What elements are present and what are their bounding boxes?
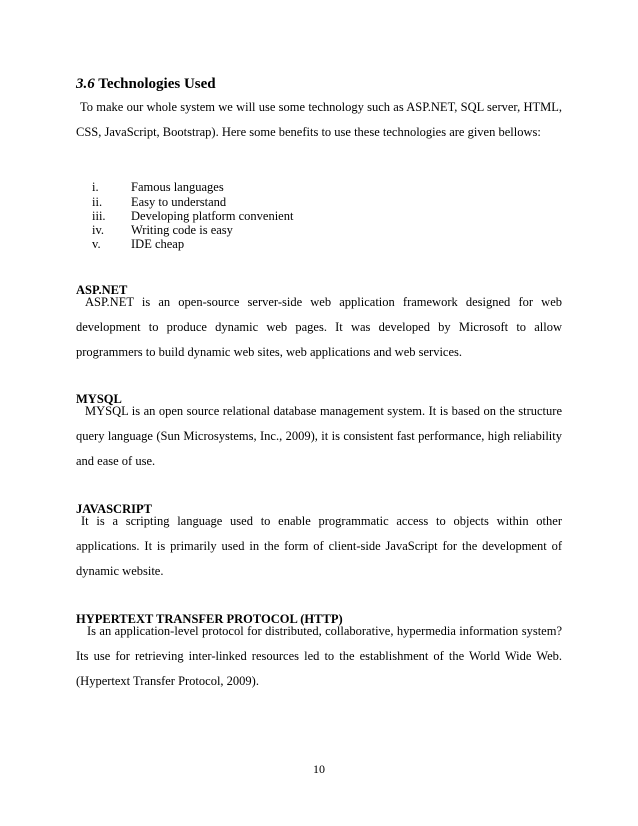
benefit-text: IDE cheap [131, 237, 185, 251]
javascript-paragraph [76, 509, 562, 584]
http-paragraph [76, 619, 562, 694]
aspnet-paragraph [76, 290, 562, 365]
aspnet-heading: ASP.NET [76, 283, 128, 297]
section-number: 3.6 [76, 76, 95, 92]
intro-paragraph [76, 95, 562, 145]
benefit-item [92, 237, 184, 252]
http-heading: HYPERTEXT TRANSFER PROTOCOL (HTTP) [76, 612, 343, 626]
mysql-heading: MYSQL [76, 392, 122, 406]
benefit-text: Easy to understand [131, 195, 227, 209]
benefit-item [92, 209, 293, 224]
benefit-number: iv. [92, 223, 105, 237]
benefit-item [92, 223, 233, 238]
benefit-number: ii. [92, 195, 103, 209]
benefit-item [92, 195, 226, 210]
http-text: Is an application-level protocol for distributed, collaborative, hypermedia information system? Its use for retrieving inter-linked resources led to the establishment of the World Wide Web. (Hypertext Transfer Protocol, 2009). [76, 624, 562, 688]
aspnet-text: ASP.NET is an open-source server-side web application framework designed for web development to produce dynamic web pages. It was developed by Microsoft to allow programmers to build dynamic web sites, web applications and web services. [76, 295, 562, 359]
intro-text: To make our whole system we will use some technology such as ASP.NET, SQL server, HTML, CSS, JavaScript, Bootstrap). Here some benefits to use these technologies are given bellows: [76, 100, 562, 139]
benefit-number: i. [92, 180, 99, 194]
benefit-text: Famous languages [131, 180, 224, 194]
mysql-text: MYSQL is an open source relational database management system. It is based on the structure query language (Sun Microsystems, Inc., 2009), it is consistent fast performance, high reliability and ease of use. [76, 404, 562, 468]
benefit-number: v. [92, 237, 101, 251]
javascript-heading: JAVASCRIPT [76, 502, 152, 516]
section-heading [76, 76, 216, 93]
benefit-number: iii. [92, 209, 106, 223]
benefit-text: Developing platform convenient [131, 209, 294, 223]
mysql-paragraph [76, 399, 562, 474]
page-number: 10 [313, 762, 325, 776]
section-title: Technologies Used [98, 76, 216, 92]
benefit-text: Writing code is easy [131, 223, 233, 237]
benefit-item [92, 180, 224, 195]
javascript-text: It is a scripting language used to enable programmatic access to objects within other applications. It is primarily used in the form of client-side JavaScript for the development of dynamic website. [76, 514, 562, 578]
